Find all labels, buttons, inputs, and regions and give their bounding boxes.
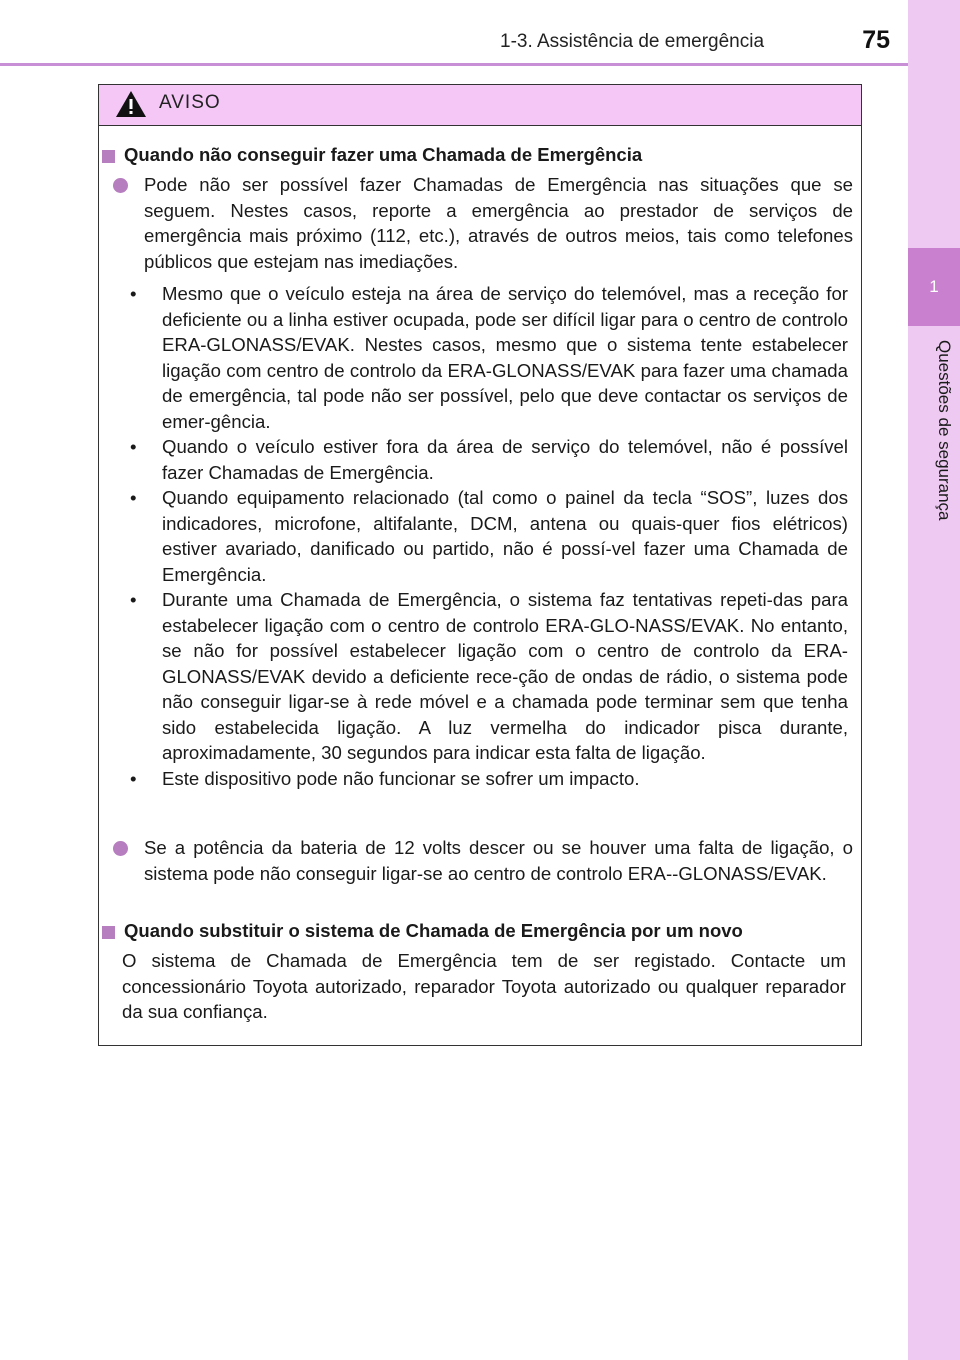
page-number: 75 — [862, 26, 890, 54]
section-heading: Quando substituir o sistema de Chamada de Emergência por um novo — [124, 920, 743, 941]
item-paragraph: Pode não ser possível fazer Chamadas de Emergência nas situações que se seguem. Nestes casos, reporte a emergência ao prestador de serviços de emergência mais próximo (112, etc.), através de outros meios, tais como telefones públicos que estejam nas imediações. — [144, 174, 853, 272]
situation-list — [118, 281, 848, 791]
list-item: • Este dispositivo pode não funcionar se sofrer um impacto. — [118, 766, 848, 792]
section-paragraph: O sistema de Chamada de Emergência tem de ser registado. Contacte um concessionário Toyota autorizado, reparador Toyota autorizado ou qualquer reparador da sua confiança. — [122, 950, 846, 1022]
header-divider — [0, 63, 908, 66]
list-item: • Quando o veículo estiver fora da área de serviço do telemóvel, não é possível fazer Chamadas de Emergência. — [118, 434, 848, 485]
chapter-side-bar — [908, 0, 960, 1360]
section-heading: Quando não conseguir fazer uma Chamada de Emergência — [124, 144, 643, 165]
section-square-marker — [102, 150, 115, 163]
warning-triangle-icon — [115, 89, 147, 119]
chapter-label: Questões de segurança — [935, 340, 954, 521]
warning-title: AVISO — [159, 92, 221, 113]
list-item: • Durante uma Chamada de Emergência, o sistema faz tentativas repeti-das para estabelecer ligação com o centro de controlo ERA-GLO-NASS/EVAK. No entanto, se não for possível estabelecer ligação com o centro de controlo da ERA-GLONASS/EVAK devido a deficiente rece-ção de ondas de rádio, o sistema pode não conseguir ligar-se à rede móvel e a chamada pode terminar sem que tenha sido estabelecida ligação. A luz vermelha do indicador pisca durante, aproximadamente, 30 segundos para indicar esta falta de ligação. — [118, 587, 848, 766]
item-bullet-dot — [113, 841, 128, 856]
section-header-title: 1-3. Assistência de emergência — [500, 31, 765, 52]
chapter-number-tab[interactable] — [908, 248, 960, 326]
item-bullet-dot — [113, 178, 128, 193]
chapter-number: 1 — [929, 277, 939, 296]
item-paragraph: Se a potência da bateria de 12 volts descer ou se houver uma falta de ligação, o sistema pode não conseguir ligar-se ao centro de controlo ERA--GLONASS/EVAK. — [144, 837, 853, 884]
warning-header — [99, 85, 861, 126]
list-item: • Quando equipamento relacionado (tal como o painel da tecla “SOS”, luzes dos indicadores, microfone, altifalante, DCM, antena ou quais-quer fios elétricos) estiver avariado, danificado ou partido, não é possí-vel fazer uma Chamada de Emergência. — [118, 485, 848, 587]
section-square-marker — [102, 926, 115, 939]
list-item: • Mesmo que o veículo esteja na área de serviço do telemóvel, mas a receção for deficiente ou a linha estiver ocupada, pode ser difícil ligar para o centro de controlo ERA-GLONASS/EVAK. Nestes casos, mesmo que o sistema tente estabelecer ligação com centro de controlo da ERA-GLONASS/EVAK para fazer uma chamada de emergência, tal pode não ser possível, pelo que deve contactar os serviços de emer-gência. — [118, 281, 848, 434]
